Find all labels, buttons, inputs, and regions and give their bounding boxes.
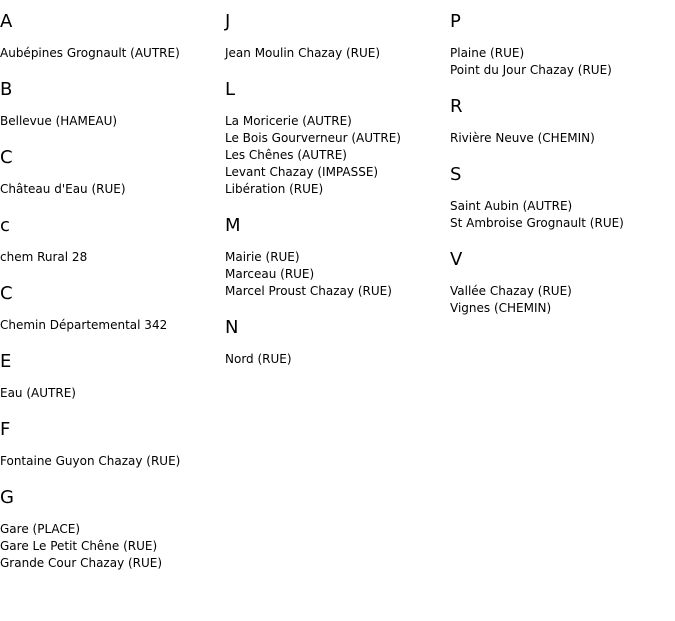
- letter-section: [0, 148, 225, 198]
- street-list: [225, 45, 450, 62]
- letter-section: [450, 250, 675, 317]
- street-entry: St Ambroise Grognault (RUE): [450, 216, 624, 230]
- street-entry: Gare Le Petit Chêne (RUE): [0, 539, 158, 553]
- letter-section: [225, 318, 450, 368]
- street-list: [225, 249, 450, 300]
- street-entry: Rivière Neuve (CHEMIN): [450, 131, 595, 145]
- letter-section: [0, 352, 225, 402]
- street-entry: Saint Aubin (AUTRE): [450, 199, 573, 213]
- letter-section: [0, 284, 225, 334]
- section-letter-heading: E: [0, 351, 12, 372]
- street-entry: Marcel Proust Chazay (RUE): [225, 284, 392, 298]
- letter-section: [450, 165, 675, 232]
- street-entry: Grande Cour Chazay (RUE): [0, 556, 163, 570]
- street-entry: Château d'Eau (RUE): [0, 182, 126, 196]
- index-column-3: [450, 0, 675, 317]
- section-letter-heading: N: [225, 317, 239, 338]
- street-list: [225, 351, 450, 368]
- section-letter-heading: S: [450, 164, 462, 185]
- letter-section: [225, 80, 450, 198]
- street-entry: Point du Jour Chazay (RUE): [450, 63, 612, 77]
- street-entry: Le Bois Gourverneur (AUTRE): [225, 131, 401, 145]
- street-entry: Les Chênes (AUTRE): [225, 148, 347, 162]
- letter-section: [450, 12, 675, 79]
- street-entry: chem Rural 28: [0, 250, 88, 264]
- street-entry: Vignes (CHEMIN): [450, 301, 552, 315]
- street-entry: Fontaine Guyon Chazay (RUE): [0, 454, 181, 468]
- street-entry: Vallée Chazay (RUE): [450, 284, 572, 298]
- street-list: [225, 113, 450, 198]
- street-list: [0, 249, 225, 266]
- index-column-1: [0, 0, 225, 572]
- street-entry: Levant Chazay (IMPASSE): [225, 165, 379, 179]
- section-letter-heading: A: [0, 11, 13, 32]
- section-letter-heading: c: [0, 215, 10, 236]
- letter-section: [225, 12, 450, 62]
- section-letter-heading: F: [0, 419, 11, 440]
- street-list: [0, 453, 225, 470]
- letter-section: [0, 216, 225, 266]
- street-list: [0, 181, 225, 198]
- letter-section: [225, 216, 450, 300]
- street-entry: Mairie (RUE): [225, 250, 300, 264]
- section-letter-heading: C: [0, 283, 13, 304]
- letter-section: [450, 97, 675, 147]
- street-entry: La Moricerie (AUTRE): [225, 114, 352, 128]
- street-entry: Nord (RUE): [225, 352, 292, 366]
- street-entry: Chemin Départemental 342: [0, 318, 168, 332]
- letter-section: [0, 12, 225, 62]
- section-letter-heading: J: [225, 11, 231, 32]
- section-letter-heading: L: [225, 79, 236, 100]
- street-entry: Marceau (RUE): [225, 267, 315, 281]
- section-letter-heading: R: [450, 96, 463, 117]
- section-letter-heading: V: [450, 249, 463, 270]
- street-list: [0, 317, 225, 334]
- section-letter-heading: G: [0, 487, 14, 508]
- street-list: [0, 45, 225, 62]
- section-letter-heading: B: [0, 79, 13, 100]
- index-column-2: [225, 0, 450, 368]
- letter-section: [0, 488, 225, 572]
- street-list: [450, 283, 675, 317]
- street-list: [0, 113, 225, 130]
- street-list: [0, 521, 225, 572]
- street-entry: Eau (AUTRE): [0, 386, 76, 400]
- letter-section: [0, 80, 225, 130]
- street-entry: Libération (RUE): [225, 182, 324, 196]
- street-entry: Bellevue (HAMEAU): [0, 114, 118, 128]
- street-list: [450, 45, 675, 79]
- street-entry: Aubépines Grognault (AUTRE): [0, 46, 180, 60]
- street-entry: Jean Moulin Chazay (RUE): [225, 46, 381, 60]
- street-list: [450, 130, 675, 147]
- street-entry: Plaine (RUE): [450, 46, 525, 60]
- street-list: [450, 198, 675, 232]
- section-letter-heading: P: [450, 11, 461, 32]
- section-letter-heading: M: [225, 215, 241, 236]
- section-letter-heading: C: [0, 147, 13, 168]
- street-list: [0, 385, 225, 402]
- street-entry: Gare (PLACE): [0, 522, 81, 536]
- letter-section: [0, 420, 225, 470]
